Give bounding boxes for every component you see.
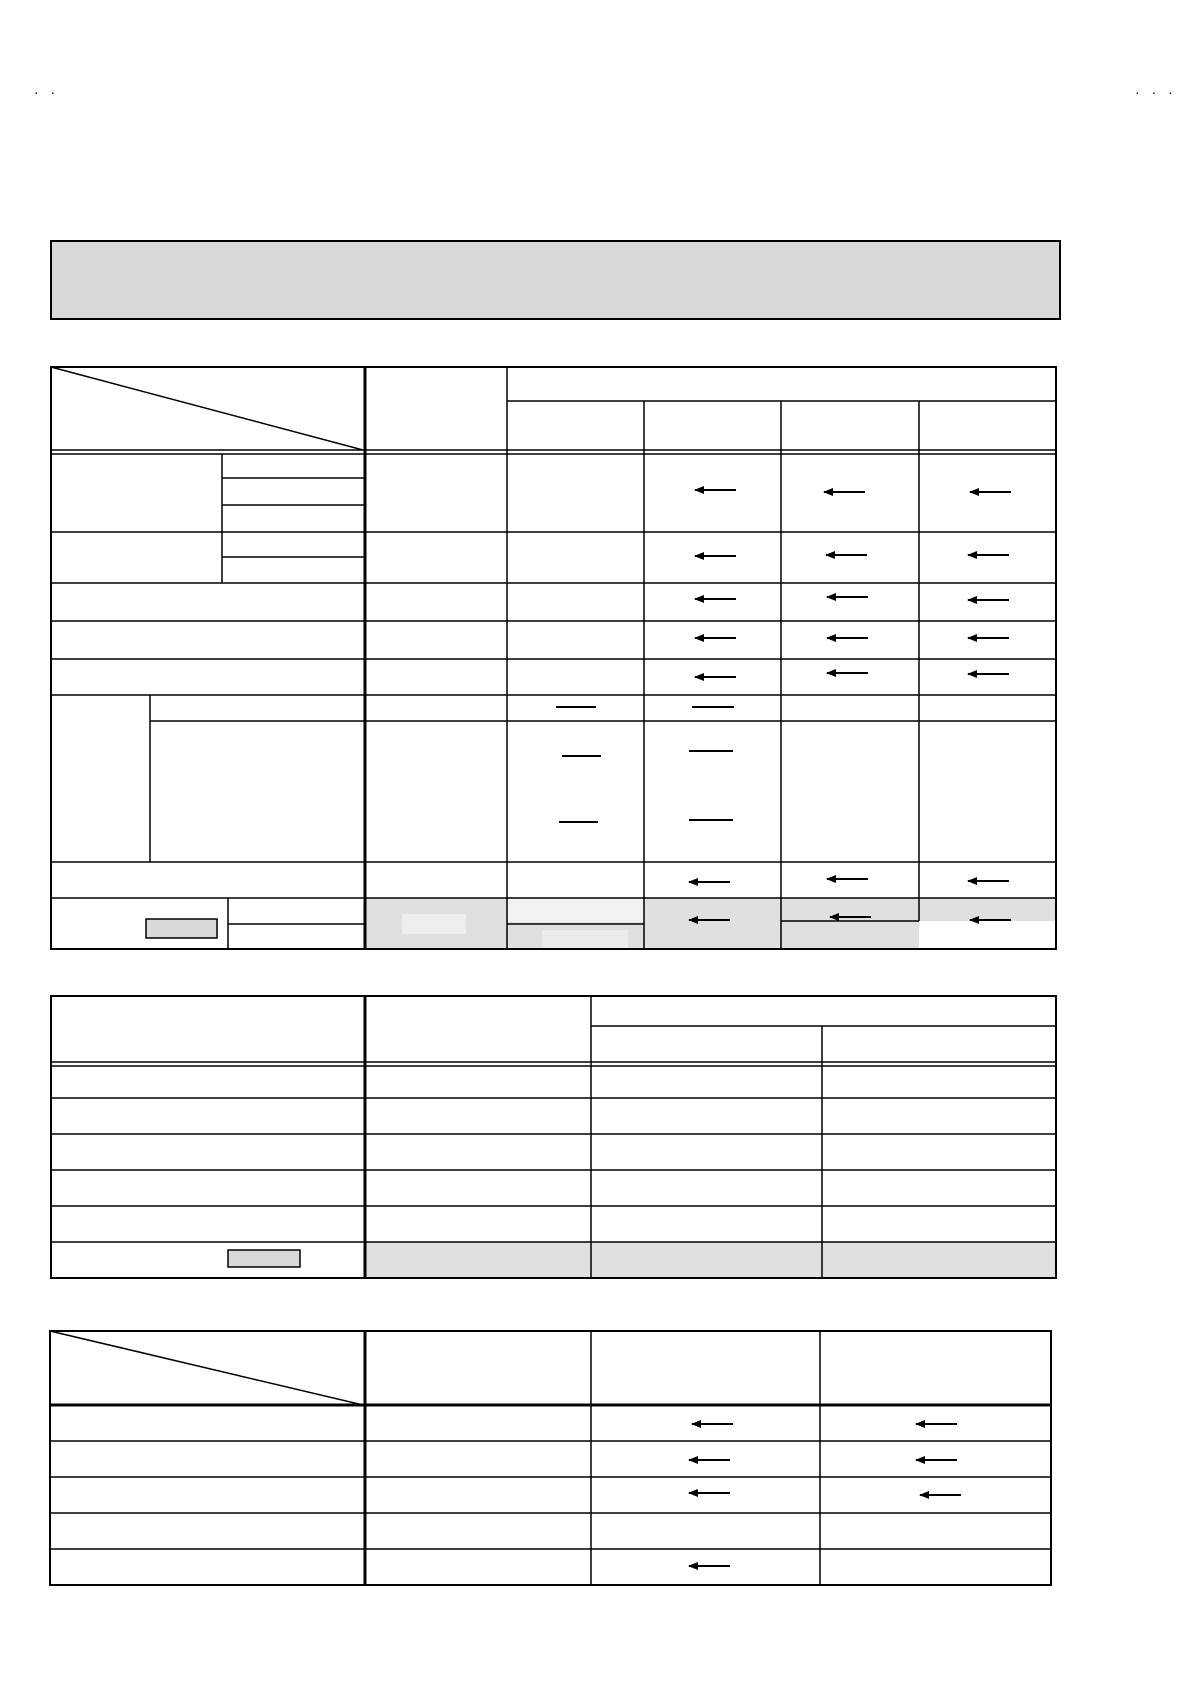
light-patch xyxy=(402,914,466,934)
boxed-label xyxy=(146,919,217,938)
white-patch xyxy=(919,921,1056,949)
left-arrow-icon-group-3 xyxy=(689,1424,961,1566)
corner-dots-left: · · xyxy=(34,84,60,100)
spec-table-1 xyxy=(51,367,1056,949)
shaded-cell xyxy=(644,898,781,948)
spec-table-2 xyxy=(51,996,1056,1278)
corner-dots-right: · · · xyxy=(1135,84,1177,100)
shaded-cell xyxy=(781,898,919,948)
boxed-label xyxy=(228,1250,300,1267)
shaded-cell xyxy=(365,1242,1056,1278)
left-arrow-icon-group-1 xyxy=(689,490,1011,920)
light-patch xyxy=(508,898,644,922)
dash-icon-group xyxy=(556,707,734,822)
spec-table-3 xyxy=(50,1331,1051,1585)
light-patch xyxy=(542,930,628,948)
